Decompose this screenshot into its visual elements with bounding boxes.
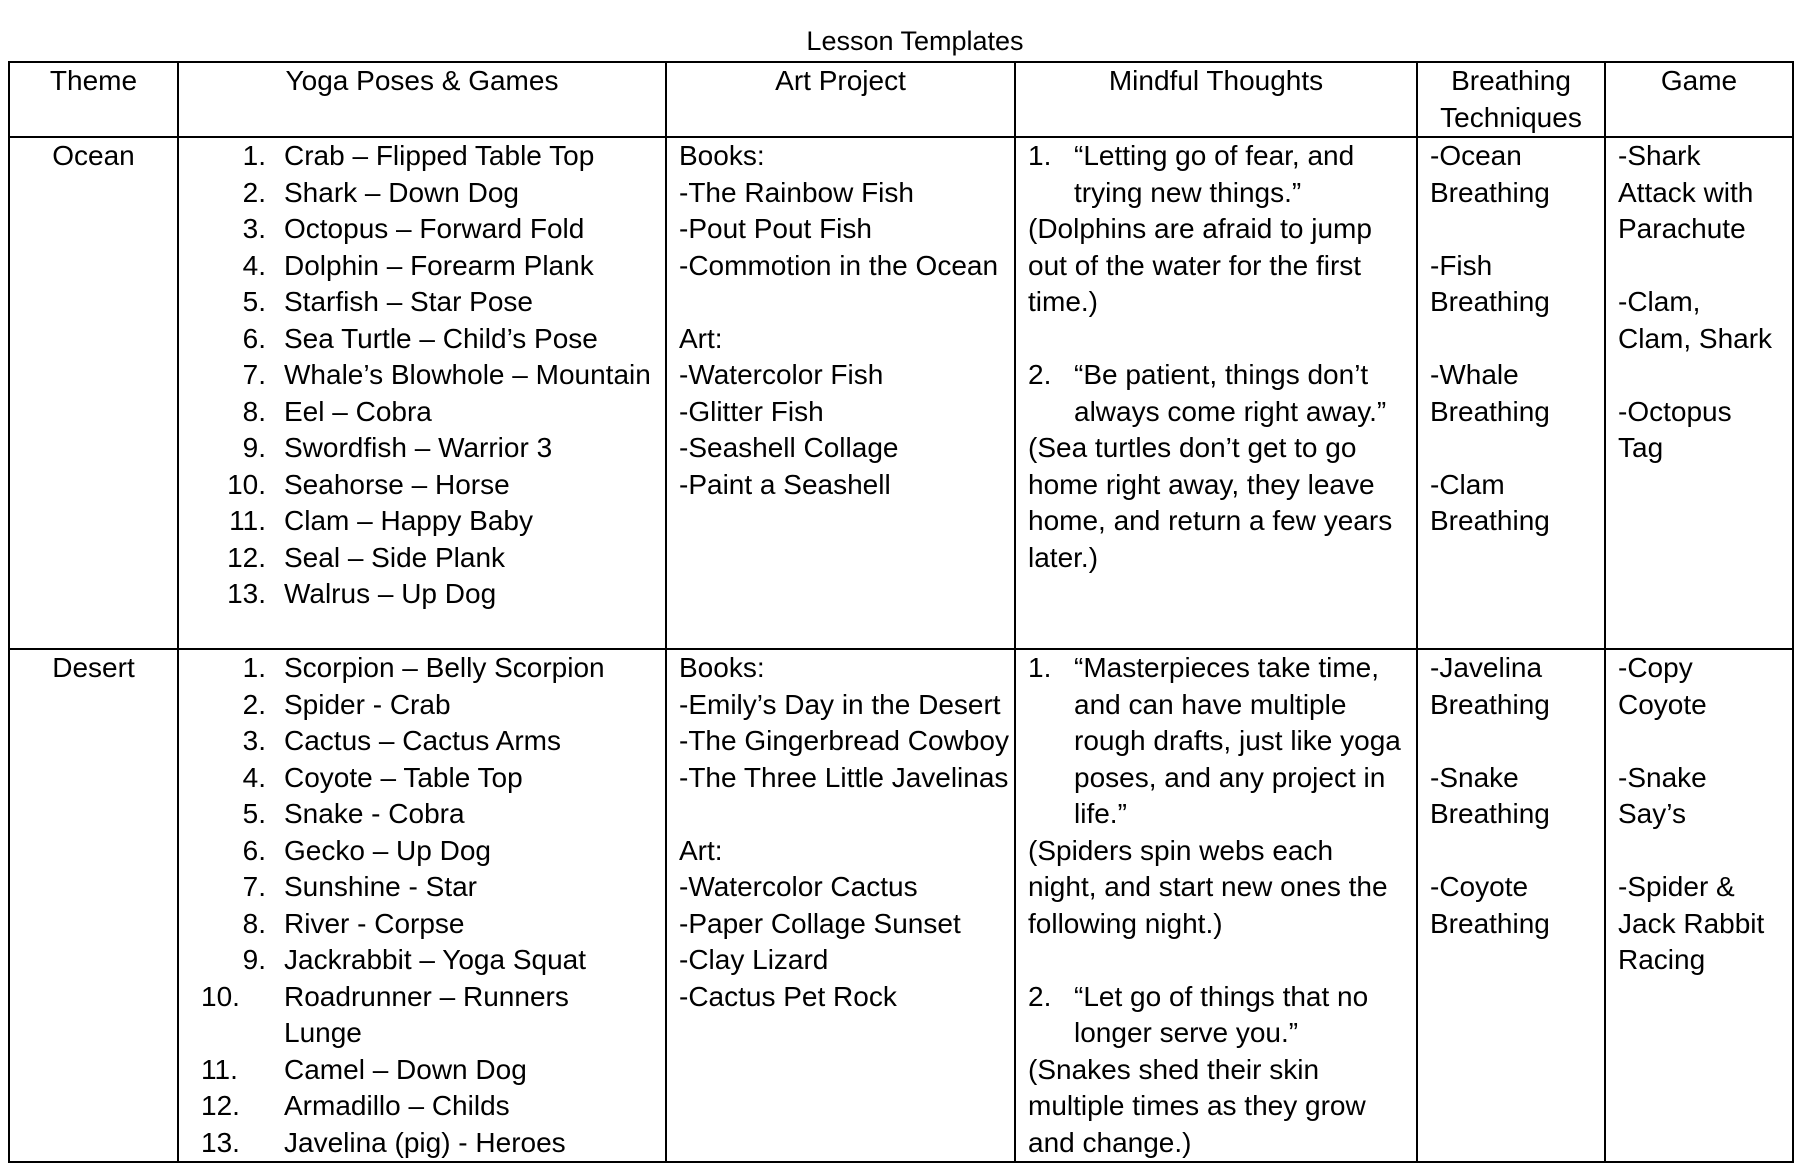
pose-number: 9. — [242, 944, 266, 975]
pose-number: 3. — [242, 725, 266, 756]
art-item: -Glitter Fish — [679, 395, 824, 427]
thought-quote: “Letting go of fear, and trying new things.” — [1074, 140, 1355, 208]
art-label: Art: — [679, 834, 723, 866]
pose-text: Shark – Down Dog — [284, 176, 520, 208]
book-item: -Commotion in the Ocean — [679, 249, 999, 281]
pose-text: Crab – Flipped Table Top — [284, 140, 595, 171]
spacer — [1618, 357, 1780, 394]
pose-number: 5. — [242, 798, 266, 829]
spacer — [1028, 942, 1404, 979]
pose-text: Javelina (pig) - Heroes — [284, 1126, 566, 1158]
spacer — [1430, 833, 1592, 870]
pose-number: 9. — [242, 432, 266, 463]
pose-text: Seal – Side Plank — [284, 541, 506, 573]
pose-item — [191, 248, 653, 285]
breathing-item: -Snake Breathing — [1430, 761, 1550, 829]
pose-item — [191, 1088, 653, 1125]
breathing-item: -Coyote Breathing — [1430, 871, 1550, 939]
pose-text: Walrus – Up Dog — [284, 578, 497, 609]
pose-text: Roadrunner – Runners Lunge — [284, 980, 569, 1048]
mindful-thought — [1028, 650, 1404, 833]
game-item: -Spider & Jack Rabbit Racing — [1618, 871, 1765, 975]
breathing-item: -Clam Breathing — [1430, 468, 1550, 536]
game-cell — [1605, 137, 1793, 649]
pose-item — [191, 357, 653, 394]
lesson-table — [8, 61, 1794, 1163]
yoga-poses-cell — [178, 137, 666, 649]
pose-text: Jackrabbit – Yoga Squat — [284, 944, 587, 975]
spacer — [679, 796, 1002, 833]
thought-note: (Sea turtles don’t get to go home right away, they leave home, and return a few years later.) — [1028, 432, 1393, 573]
pose-item — [191, 723, 653, 760]
spacer — [1430, 723, 1592, 760]
thought-quote: “Be patient, things don’t always come right away.” — [1074, 359, 1387, 427]
pose-item — [191, 284, 653, 321]
pose-item — [191, 796, 653, 833]
thought-number: 1. — [1028, 140, 1052, 171]
pose-number: 3. — [242, 213, 266, 244]
page-title: Lesson Templates — [806, 26, 1024, 56]
book-item: -The Rainbow Fish — [679, 176, 914, 208]
pose-item — [191, 906, 653, 943]
book-item: -The Three Little Javelinas — [679, 761, 1009, 793]
pose-number: 12. — [227, 541, 266, 573]
pose-number: 10. — [227, 468, 266, 500]
pose-text: Sea Turtle – Child’s Pose — [284, 322, 598, 354]
pose-text: River - Corpse — [284, 907, 465, 939]
game-item: -Copy Coyote — [1618, 652, 1707, 720]
table-row — [9, 137, 1793, 649]
pose-number: 5. — [242, 286, 266, 317]
pose-item — [191, 430, 653, 467]
game-cell — [1605, 649, 1793, 1162]
pose-number: 1. — [242, 140, 266, 171]
breathing-cell — [1417, 137, 1605, 649]
breathing-item: -Javelina Breathing — [1430, 652, 1550, 720]
breathing-item: -Ocean Breathing — [1430, 140, 1550, 208]
table-row — [9, 649, 1793, 1162]
spacer — [1430, 321, 1592, 358]
pose-text: Octopus – Forward Fold — [284, 213, 585, 244]
mindful-thoughts-cell — [1015, 649, 1417, 1162]
pose-item — [191, 650, 653, 687]
art-item: -Paper Collage Sunset — [679, 907, 961, 939]
spacer — [1430, 430, 1592, 467]
book-item: -Emily’s Day in the Desert — [679, 688, 1001, 720]
pose-item — [191, 1052, 653, 1089]
pose-item — [191, 321, 653, 358]
pose-item — [191, 942, 653, 979]
header-game: Game — [1605, 62, 1793, 137]
header-theme: Theme — [9, 62, 178, 137]
poses-list — [191, 650, 653, 1161]
pose-text: Camel – Down Dog — [284, 1053, 527, 1085]
pose-text: Dolphin – Forearm Plank — [284, 249, 594, 281]
pose-item — [191, 138, 653, 175]
art-project-cell — [666, 649, 1015, 1162]
mindful-thoughts-cell — [1015, 137, 1417, 649]
header-yoga-poses: Yoga Poses & Games — [178, 62, 666, 137]
pose-number: 4. — [242, 249, 266, 281]
mindful-thought — [1028, 138, 1404, 211]
pose-text: Gecko – Up Dog — [284, 834, 491, 866]
header-art-project: Art Project — [666, 62, 1015, 137]
pose-number: 2. — [242, 688, 266, 720]
thought-number: 2. — [1028, 980, 1052, 1012]
pose-number: 7. — [242, 871, 266, 902]
pose-item — [191, 687, 653, 724]
pose-number: 12. — [201, 1090, 240, 1121]
pose-text: Seahorse – Horse — [284, 468, 510, 500]
art-item: -Paint a Seashell — [679, 468, 891, 500]
pose-text: Coyote – Table Top — [284, 761, 523, 793]
pose-number: 11. — [201, 1053, 238, 1085]
book-item: -The Gingerbread Cowboy — [679, 725, 1009, 756]
art-item: -Clay Lizard — [679, 944, 829, 975]
pose-item — [191, 869, 653, 906]
spacer — [1618, 248, 1780, 285]
thought-note: (Dolphins are afraid to jump out of the water for the first time.) — [1028, 213, 1372, 317]
theme-cell: Ocean — [9, 137, 178, 649]
pose-number: 6. — [242, 834, 266, 866]
book-item: -Pout Pout Fish — [679, 213, 872, 244]
pose-number: 4. — [242, 761, 266, 793]
pose-text: Armadillo – Childs — [284, 1090, 510, 1121]
pose-text: Starfish – Star Pose — [284, 286, 534, 317]
spacer — [1028, 321, 1404, 358]
thought-note: (Spiders spin webs each night, and start new ones the following night.) — [1028, 834, 1388, 939]
spacer — [1618, 833, 1780, 870]
pose-text: Cactus – Cactus Arms — [284, 725, 561, 756]
thought-number: 1. — [1028, 652, 1052, 683]
mindful-thought — [1028, 357, 1404, 430]
art-item: -Seashell Collage — [679, 432, 899, 463]
game-item: -Snake Say’s — [1618, 761, 1707, 829]
art-item: -Cactus Pet Rock — [679, 980, 897, 1012]
art-item: -Watercolor Cactus — [679, 871, 918, 902]
thought-quote: “Masterpieces take time, and can have multiple rough drafts, just like yoga poses, and any project in life.” — [1074, 652, 1401, 829]
art-label: Art: — [679, 322, 723, 354]
pose-item — [191, 503, 653, 540]
pose-item — [191, 979, 653, 1052]
pose-number: 2. — [242, 176, 266, 208]
pose-item — [191, 394, 653, 431]
pose-number: 8. — [242, 907, 266, 939]
pose-item — [191, 760, 653, 797]
spacer — [679, 284, 1002, 321]
pose-text: Sunshine - Star — [284, 871, 477, 902]
pose-text: Whale’s Blowhole – Mountain — [284, 359, 651, 390]
pose-item — [191, 211, 653, 248]
pose-number: 13. — [227, 578, 266, 609]
pose-number: 13. — [201, 1126, 240, 1158]
header-breathing-techniques: Breathing Techniques — [1417, 62, 1605, 137]
books-label: Books: — [679, 140, 765, 171]
header-mindful-thoughts: Mindful Thoughts — [1015, 62, 1417, 137]
pose-number: 11. — [229, 505, 266, 536]
thought-quote: “Let go of things that no longer serve you.” — [1074, 980, 1369, 1048]
pose-text: Spider - Crab — [284, 688, 451, 720]
game-item: -Octopus Tag — [1618, 395, 1732, 463]
game-item: -Shark Attack with Parachute — [1618, 140, 1754, 244]
pose-item — [191, 576, 653, 613]
pose-item — [191, 175, 653, 212]
pose-number: 10. — [201, 980, 240, 1012]
table-header-row — [9, 62, 1793, 137]
pose-number: 8. — [242, 395, 266, 427]
yoga-poses-cell — [178, 649, 666, 1162]
breathing-item: -Fish Breathing — [1430, 249, 1550, 317]
spacer — [1618, 723, 1780, 760]
game-item: -Clam, Clam, Shark — [1618, 286, 1773, 354]
breathing-item: -Whale Breathing — [1430, 359, 1550, 427]
pose-item — [191, 833, 653, 870]
spacer — [1430, 211, 1592, 248]
theme-cell: Desert — [9, 649, 178, 1162]
pose-item — [191, 540, 653, 577]
thought-number: 2. — [1028, 359, 1052, 390]
pose-number: 6. — [242, 322, 266, 354]
art-item: -Watercolor Fish — [679, 359, 884, 390]
pose-item — [191, 467, 653, 504]
pose-text: Scorpion – Belly Scorpion — [284, 652, 605, 683]
mindful-thought — [1028, 979, 1404, 1052]
pose-item — [191, 1125, 653, 1162]
pose-text: Clam – Happy Baby — [284, 505, 534, 536]
books-label: Books: — [679, 652, 765, 683]
pose-text: Swordfish – Warrior 3 — [284, 432, 553, 463]
pose-text: Snake - Cobra — [284, 798, 465, 829]
pose-number: 1. — [242, 652, 266, 683]
breathing-cell — [1417, 649, 1605, 1162]
thought-note: (Snakes shed their skin multiple times as they grow and change.) — [1028, 1053, 1366, 1158]
pose-text: Eel – Cobra — [284, 395, 432, 427]
pose-number: 7. — [242, 359, 266, 390]
poses-list — [191, 138, 653, 613]
art-project-cell — [666, 137, 1015, 649]
